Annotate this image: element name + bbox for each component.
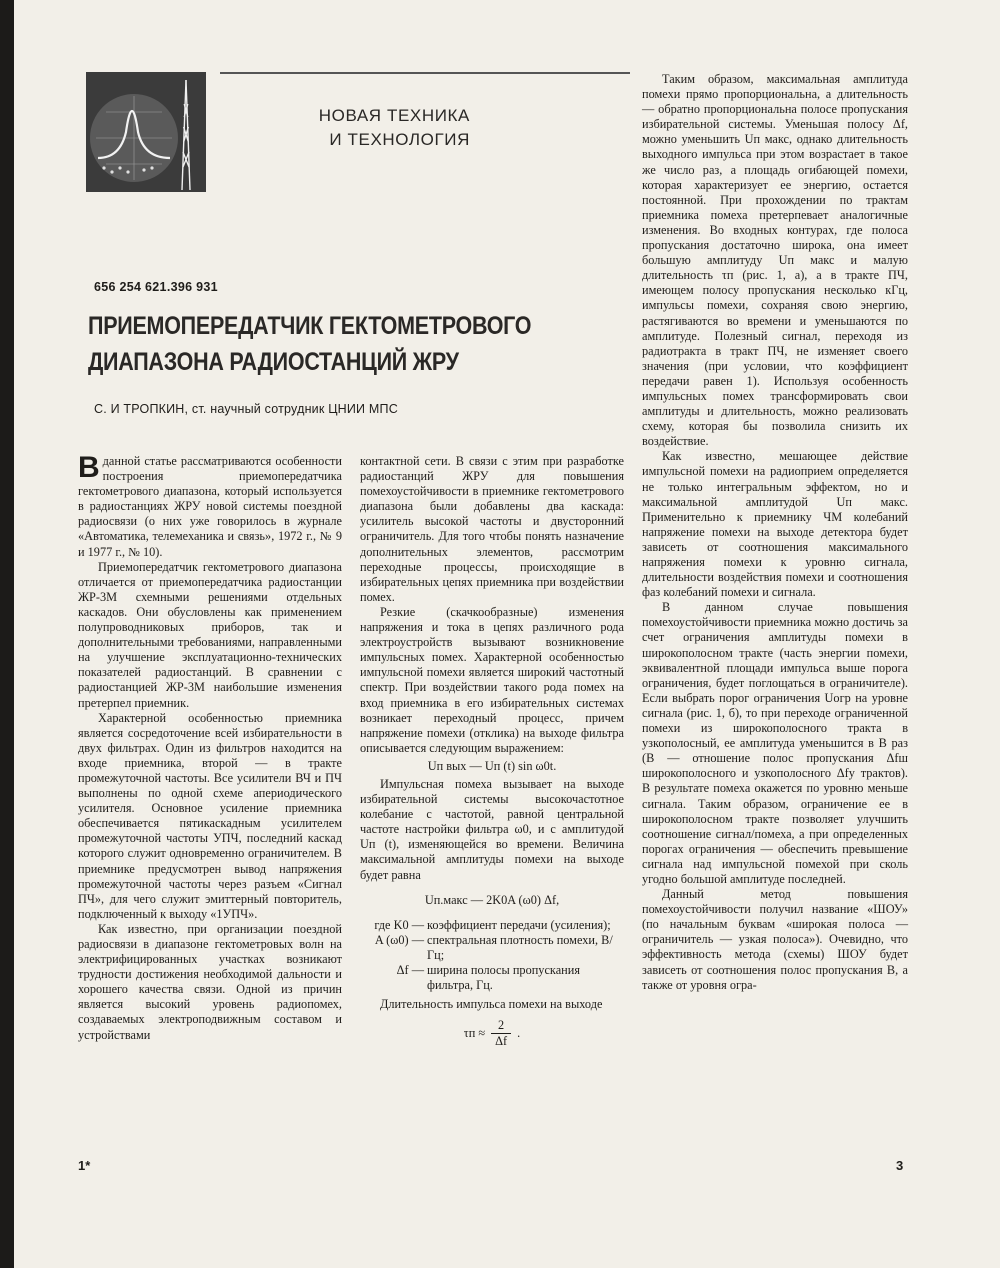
paragraph: Приемопередатчик гектометрового диапазона отличается от приемопередатчика радиостанции ЖР-3М схемными решениями отдельных каскадов. Они обусловлены как применением полупроводниковых приборов, так и дополнительными требованиями, направленными на улучшение эксплуатационно-технических показателей радиостанций. В сравнении с радиостанцией ЖР-3М наибольшие изменения претерпел приемник. xyxy=(78,559,342,710)
where-symbol: Δf — xyxy=(396,963,424,977)
section-rubric xyxy=(270,104,470,152)
title-line-1: ПРИЕМОПЕРЕДАТЧИК ГЕКТОМЕТРОВОГО xyxy=(88,312,532,340)
where-word: где xyxy=(374,917,391,932)
fraction-numerator: 2 xyxy=(498,1018,505,1033)
paragraph: Таким образом, максимальная амплитуда помехи прямо пропорциональна, а длительность — обратно пропорциональна полосе пропускания избирательной системы. Уменьшая полосу Δf, можно уменьшить Uп макс, однако длительность выходного импульса при этом возрастает в такое же число раз, а площадь огибающей помехи, которая характеризует ее энергию, остается постоянной. При прохождении по трактам приемника помеха претерпевает аналогичные изменения. Во входных контурах, где полоса пропускания достаточно широка, она имеет большую амплитуду Uп макс и малую длительность τп (рис. 1, а), а в тракте ПЧ, имеющем полосу пропускания несколько кГц, импульсы помехи, сохраняя свою энергию, растягиваются во времени и уменьшаются по амплитуде. Полезный сигнал, переходя из радиотракта в тракт ПЧ, не изменяет своего значения (при условии, что коэффициент передачи равен 1). Используя особенность импульсных помех трансформировать свои амплитуды и длительность, можно реализовать схему, которая бы позволила снизить их воздействие. xyxy=(642,72,908,449)
text-column-1 xyxy=(78,451,342,1043)
text-column-2 xyxy=(360,454,624,1055)
rubric-line-1: НОВАЯ ТЕХНИКА xyxy=(318,106,470,125)
scan-edge xyxy=(0,0,14,1268)
paragraph: Данный метод повышения помехоустойчивости получил название «ШОУ» (по начальным буквам «широкая полоса — ограничитель — узкая полоса»). Очевидно, что эффективность метода (схемы) ШОУ будет зависеть от соотношения полос пропускания B, а также от уровня огра- xyxy=(642,887,908,992)
formula: Uп вых — Uп (t) sin ω0t. xyxy=(427,758,557,773)
where-description: коэффициент передачи (усиления); xyxy=(427,917,611,932)
header-rule xyxy=(220,72,630,74)
where-symbol: A (ω0) — xyxy=(374,932,424,947)
paragraph: Импульсная помеха вызывает на выходе избирательной системы высокочастотное колебание с частотой, равной центральной частоте настройки фильтра ω0, и с амплитудой Uп (t), изменяющейся во времени. Величина максимальной амплитуды помехи на выходе будет равна xyxy=(360,776,624,882)
page-number: 3 xyxy=(896,1158,904,1173)
paragraph: Резкие (скачкообразные) изменения напряжения и тока в цепях различного рода электроустройств вызывают возникновение импульсных помех. Характерной особенностью импульсной помехи является широкий частотный спектр. При воздействии такого рода помех на вход приемника в его избирательных системах возникает переходный процесс, причем напряжение помехи (отклика) на выходе фильтра описывается следующим выражением: xyxy=(360,604,624,755)
paragraph xyxy=(78,451,342,560)
section-logo-icon xyxy=(86,72,206,192)
article-title xyxy=(88,308,544,380)
formula: Uп.макс — 2K0A (ω0) Δf, xyxy=(424,892,560,907)
fraction-denominator: Δf xyxy=(491,1033,511,1049)
paragraph: Длительность импульса помехи на выходе xyxy=(380,997,603,1012)
fraction xyxy=(491,1018,511,1049)
tau-lhs: τп ≈ xyxy=(463,1026,486,1041)
drop-cap: В xyxy=(78,451,100,484)
paragraph-text: данной статье рассматриваются особенности построения приемопередатчика гектометрового диапазона, который используется в радиостанциях ЖРУ новой системы поездной радиосвязи (о них уже говорилось в журнале «Автоматика, телемеханика и связь», 1972 г., № 9 и 1977 г., № 10). xyxy=(78,454,342,559)
paragraph: В данном случае повышения помехоустойчивости приемника можно достичь за счет ограничения амплитуды помехи в широкополосном тракте (часть энергии помехи, эквивалентной площади импульса выше порога ограничения, будет поглощаться в ограничителе). Если выбрать порог ограничения Uогр на уровне сигнала (рис. 1, б), то при переходе ограниченной помехи из широкополосного тракта в узкополосный, ее амплитуда уменьшится в B раз (B — отношение полос пропускания Δfш широкополосного и узкополосного Δfу трактов). В результате помеха окажется по уровню меньше сигнала. Таким образом, ограничение ее в широкополосном тракте позволяет улучшить соотношение сигнал/помеха, а при определенных порогах ограничения — обеспечить превышение сигнала над импульсной помехой при сколь угодно большой амплитуде последней. xyxy=(642,600,908,886)
signature-mark: 1* xyxy=(78,1158,91,1173)
text-column-3 xyxy=(642,72,908,993)
where-description: спектральная плотность помехи, В/Гц; xyxy=(427,932,613,962)
tau-formula xyxy=(360,1018,624,1049)
tau-end: . xyxy=(517,1026,521,1041)
where-symbol-text: K0 — xyxy=(393,917,424,932)
paragraph: Характерной особенностью приемника является сосредоточение всей избирательности в двух фильтрах. Один из фильтров находится на входе приемника, второй — в тракте промежуточной частоты. Все усилители ВЧ и ПЧ выполнены по одной схеме апериодического усилителя. Основное усиление приемника обеспечивается пятикаскадным усилителем промежуточной частоты УПЧ, последний каскад которого служит одновременно ограничителем. В приемнике предусмотрен вывод напряжения промежуточной частоты через разъем «Сигнал ПЧ», для чего служит эмиттерный повторитель, подключенный к выходу «1УПЧ». xyxy=(78,710,342,921)
where-description: ширина полосы пропускания фильтра, Гц. xyxy=(427,963,580,993)
where-symbol xyxy=(360,918,424,933)
title-line-2: ДИАПАЗОНА РАДИОСТАНЦИЙ ЖРУ xyxy=(88,348,459,376)
paragraph: контактной сети. В связи с этим при разработке радиостанций ЖРУ для повышения помехоустойчивости в приемнике гектометрового диапазона были добавлены два каскада: усилитель высокой частоты и двусторонний ограничитель. Для того чтобы понять назначение дополнительных элементов, рассмотрим переходные процессы, происходящие в избирательных цепях приемника при воздействии помех. xyxy=(360,454,624,604)
where-list xyxy=(360,918,624,993)
udc-code: 656 254 621.396 931 xyxy=(94,280,218,294)
author-byline: С. И ТРОПКИН, ст. научный сотрудник ЦНИИ МПС xyxy=(94,402,398,416)
rubric-line-2: И ТЕХНОЛОГИЯ xyxy=(329,130,470,149)
paragraph: Как известно, при организации поездной радиосвязи в диапазоне гектометровых волн на электрифицированных участках возникают трудности достижения необходимой дальности и хорошего качества связи. Одной из причин является высокий уровень радиопомех, создаваемых электроподвижным составом и устройствами xyxy=(78,921,342,1042)
paragraph: Как известно, мешающее действие импульсной помехи на радиоприем определяется не только интегральным эффектом, но и максимальной амплитудой Uп макс. Применительно к приемнику ЧМ колебаний напряжение помехи на выходе детектора будет зависеть от соотношения максимального напряжения помехи к уровню сигнала, длительности воздействия помехи и соотношения фаз колебаний помехи и сигнала. xyxy=(642,449,908,600)
